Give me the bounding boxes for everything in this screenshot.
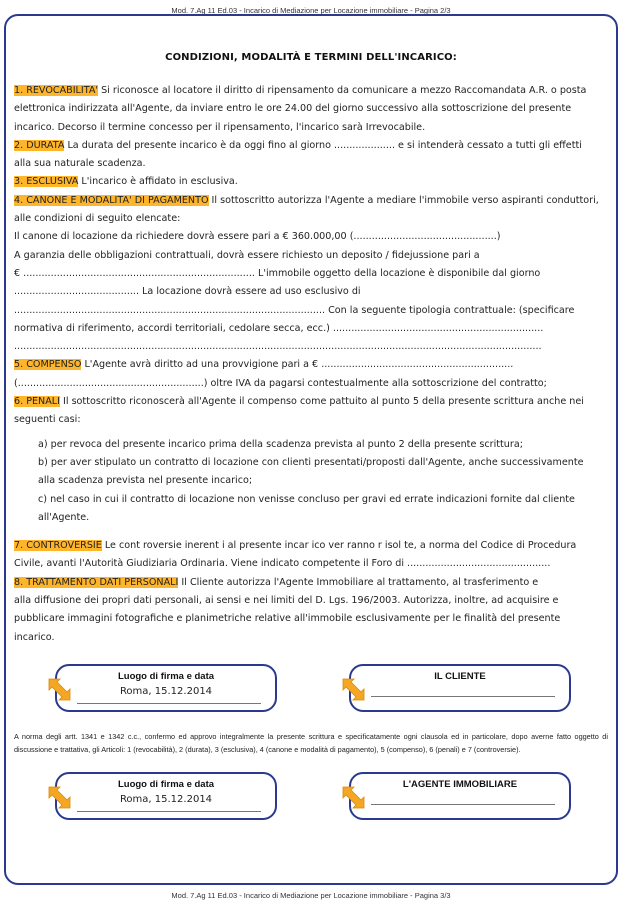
section-7-line-2: Civile, avanti l'Autorità Giudiziaria Ordinaria. Viene indicato competente il Foro di ............................................... xyxy=(14,558,551,570)
arrow-down-right-icon xyxy=(340,784,366,810)
document-title: CONDIZIONI, MODALITÀ E TERMINI DELL'INCARICO: xyxy=(165,52,457,63)
agent-signature-box[interactable] xyxy=(349,772,571,820)
place-date-value: Roma, 15.12.2014 xyxy=(119,794,213,805)
section-2-heading: 2. DURATA xyxy=(14,139,65,151)
section-8-line-1: 8. TRATTAMENTO DATI PERSONALI Il Cliente autorizza l'Agente Immobiliare al trattamento, al trasferimento e xyxy=(14,576,539,588)
section-4-line-5: € ............................................................................ L'immobile oggetto della locazione è disponibile dal giorno xyxy=(14,267,541,279)
approval-note: A norma degli artt. 1341 e 1342 c.c., confermo ed approvo integralmente la presente scrittura e specificatamente ogni clausola ed in particolare, dopo averne fatto oggetto di discussione e trattativa, gli Articoli: 1 (revocabilità), 2 (durata), 3 (esclusiva), 4 (canone e modalità di pagamento), 5 (compenso), 6 (penali) e 7 (controversie). xyxy=(14,732,608,754)
section-5-line-1: 5. COMPENSO L'Agente avrà diritto ad una provvigione pari a € ............................................................... xyxy=(14,359,514,371)
section-8-line-2: alla diffusione dei propri dati personali, ai sensi e nei limiti del D. Lgs. 196/2003. Autorizza, inoltre, ad acquisire e xyxy=(14,595,559,607)
section-4-line-1: 4. CANONE E MODALITA' DI PAGAMENTO Il sottoscritto autorizza l'Agente a mediare l'immobile verso aspiranti conduttori, xyxy=(14,194,599,206)
section-6-item-b-1: b) per aver stipulato un contratto di locazione con clienti presentati/proposti dall'Agente, anche successivamente xyxy=(38,456,584,468)
section-6-heading: 6. PENALI xyxy=(14,396,60,408)
section-1-line-1: 1. REVOCABILITA' Si riconosce al locatore il diritto di ripensamento da comunicare a mezzo Raccomandata A.R. o posta xyxy=(14,85,587,96)
section-4-line-3: Il canone di locazione da richiedere dovrà essere pari a € 360.000,00 (...............................................) xyxy=(14,231,501,243)
section-6-line-1: 6. PENALI Il sottoscritto riconoscerà all'Agente il compenso come pattuito al punto 5 della presente scrittura anche nei xyxy=(14,396,584,408)
section-4-line-9: ............................................................................................................................................................................. xyxy=(14,341,542,353)
signature-place-date-box-2[interactable] xyxy=(55,772,277,820)
section-6-item-c-2: all'Agente. xyxy=(38,511,90,523)
section-4-heading: 4. CANONE E MODALITA' DI PAGAMENTO xyxy=(14,194,209,206)
signature-place-date-box[interactable] xyxy=(55,664,277,712)
signature-line xyxy=(371,804,555,805)
section-8-heading: 8. TRATTAMENTO DATI PERSONALI xyxy=(14,576,179,588)
section-5-line-2: (.............................................................) oltre IVA da pagarsi contestualmente alla sottoscrizione del contratto; xyxy=(14,377,547,389)
page-footer: Mod. 7.Ag 11 Ed.03 - Incarico di Mediazione per Locazione immobiliare - Pagina 3/3 xyxy=(171,891,451,900)
section-4-line-7: ...................................................................................................... Con la seguente tipologia contrattuale: (specificare xyxy=(14,304,575,316)
section-6-line-2: seguenti casi: xyxy=(14,414,81,426)
client-label: IL CLIENTE xyxy=(434,671,486,682)
page-header: Mod. 7.Ag 11 Ed.03 - Incarico di Mediazione per Locazione immobiliare - Pagina 2/3 xyxy=(171,6,451,15)
client-signature-box[interactable] xyxy=(349,664,571,712)
section-1-line-2: elettronica indirizzata all'Agente, da inviare entro le ore 24.00 del giorno successivo alla sottoscrizione del presente xyxy=(14,103,572,115)
section-4-line-4: A garanzia delle obbligazioni contrattuali, dovrà essere richiesto un deposito / fidejussione pari a xyxy=(14,249,480,261)
section-6-item-b-2: alla scadenza prevista nel presente incarico; xyxy=(38,475,253,487)
place-date-value: Roma, 15.12.2014 xyxy=(119,686,213,697)
signature-line xyxy=(371,696,555,697)
section-6-item-a: a) per revoca del presente incarico prima della scadenza prevista al punto 2 della presente scrittura; xyxy=(38,438,523,450)
section-6-item-c-1: c) nel caso in cui il contratto di locazione non venisse concluso per gravi ed errate indicazioni fornite dal cliente xyxy=(38,493,575,505)
arrow-down-right-icon xyxy=(46,676,72,702)
signature-line xyxy=(77,703,261,704)
section-7-line-1: 7. CONTROVERSIE Le cont roversie inerent i al presente incar ico ver ranno r isol te, a norma del Codice di Procedura xyxy=(14,540,577,552)
place-date-label: Luogo di firma e data xyxy=(117,671,215,682)
arrow-down-right-icon xyxy=(46,784,72,810)
conditions-body xyxy=(14,82,608,647)
signature-line xyxy=(77,811,261,812)
place-date-label: Luogo di firma e data xyxy=(117,779,215,790)
section-4-line-2: alle condizioni di seguito elencate: xyxy=(14,213,181,225)
section-7-heading: 7. CONTROVERSIE xyxy=(14,540,102,552)
section-1-line-3: incarico. Decorso il termine concesso per il ripensamento, l'incarico sarà Irrevocabile. xyxy=(14,121,426,133)
section-1-heading: 1. REVOCABILITA' xyxy=(14,85,99,96)
section-3-heading: 3. ESCLUSIVA xyxy=(14,176,79,188)
section-2-line-1: 2. DURATA La durata del presente incarico è da oggi fino al giorno .................... e si intenderà cessato a tutti gli effetti xyxy=(14,139,582,151)
section-5-heading: 5. COMPENSO xyxy=(14,359,82,371)
agent-label: L'AGENTE IMMOBILIARE xyxy=(402,779,518,790)
section-4-line-8: normativa di riferimento, accordi territoriali, cedolare secca, ecc.) ..................................................................... xyxy=(14,322,544,334)
section-3-line-1: 3. ESCLUSIVA L'incarico è affidato in esclusiva. xyxy=(14,176,238,188)
section-8-line-3: pubblicare immagini fotografiche e planimetriche relative all'immobile esclusivamente per le finalità del presente xyxy=(14,613,561,625)
section-2-line-2: alla sua naturale scadenza. xyxy=(14,158,146,170)
section-4-line-6: ......................................... La locazione dovrà essere ad uso esclusivo di xyxy=(14,286,361,298)
section-8-line-4: incarico. xyxy=(14,631,55,643)
arrow-down-right-icon xyxy=(340,676,366,702)
